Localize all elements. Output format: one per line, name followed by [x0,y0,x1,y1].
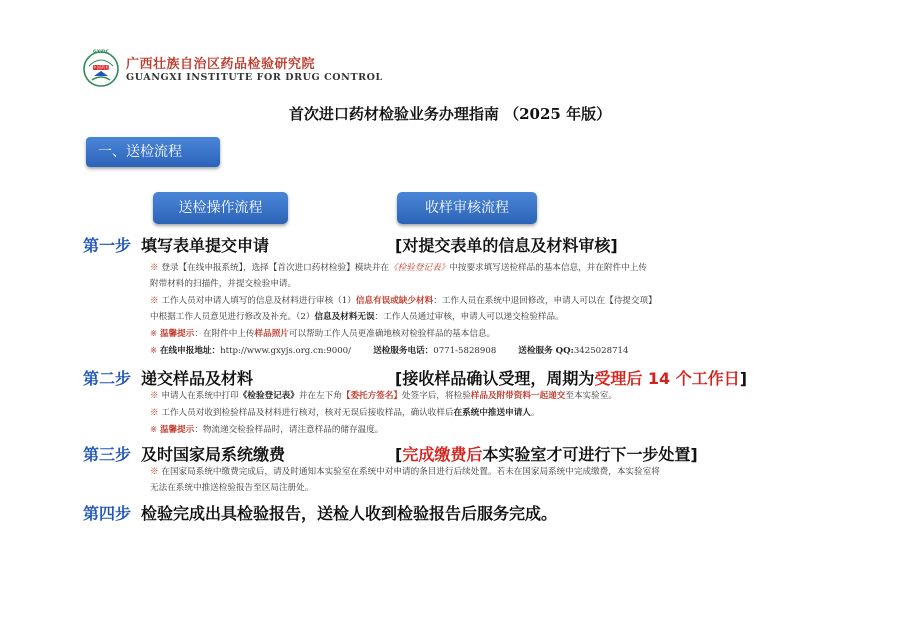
section-header: 一、送检流程 [86,137,220,167]
org-name-cn: 广西壮族自治区药品检验研究院 [126,57,316,72]
note-mark: ※ [150,425,158,435]
phone-label: 送检服务电话： [373,346,434,356]
note-text: 申请人在系统中打印 [161,391,239,401]
note-mark: ※ [150,408,159,418]
step-3 [83,442,285,465]
note-text: 可以帮助工作人员更准确地核对检验样品的基本信息。 [288,329,496,339]
period-highlight: 受理后 14 个工作日 [594,369,740,388]
note-mark: ※ [150,391,159,401]
note-text: ：工作人员在系统中退回修改，申请人可以在【待提交项】 [433,296,657,306]
step-1 [83,233,269,256]
phone-number: 0771-5828908 [433,346,497,356]
review-text: 本实验室才可进行下一步处置] [482,445,698,464]
step-2 [83,366,253,389]
step-2-note-1 [150,388,820,404]
flow-label-submit: 送检操作流程 [153,192,288,224]
note-text: 并在左下角 [298,391,342,401]
logo-text-mid: 中国药检 [92,66,110,71]
qq-number: 3425028714 [573,346,629,356]
highlight: 样品照片 [254,329,289,339]
note-text: 无法在系统中推送检验报告至区局注册处。 [150,483,314,493]
note-mark: ※ [150,467,159,477]
highlight: 样品及附带资料一起递交 [470,391,566,401]
org-name-en: GUANGXI INSTITUTE FOR DRUG CONTROL [126,72,383,83]
step-3-note-1 [150,464,820,496]
step-number: 第四步 [83,504,132,523]
tip-label: 温馨提示 [159,425,195,435]
note-text: 至本实验室。 [565,391,617,401]
tip-label: 温馨提示 [159,329,195,339]
note-text: 中根据工作人员意见进行修改及补充。（2） [150,312,315,322]
note-text: 工作人员对收到检验样品及材料进行核对，核对无误后接收样品，确认收样后 [161,408,454,418]
note-text: 。 [530,408,540,418]
note-mark: ※ [150,263,159,273]
step-number: 第三步 [83,445,132,464]
note-text: 附带材料的扫描件，并提交检验申请。 [150,279,297,289]
form-name: 《检验登记表》 [389,263,450,273]
online-address[interactable]: http://www.gxyjs.org.cn:9000/ [220,346,352,356]
highlight: 信息有误或缺少材料 [355,296,434,306]
note-text: 工作人员对申请人填写的信息及材料进行审核（1） [161,296,356,306]
note-text: 中按要求填写送检样品的基本信息，并在附件中上传 [449,263,647,273]
step-1-note-2 [150,293,820,325]
step-2-note-3 [150,422,820,438]
step-4 [83,501,557,524]
review-text: [ [395,445,403,464]
review-text: ] [739,369,748,388]
step-1-note-4 [150,343,820,359]
highlight: 【委托方签名】 [341,391,403,401]
review-text: [接收样品确认受理，周期为 [395,369,595,388]
highlight: 在系统中推送申请人 [453,408,531,418]
step-2-review [395,366,747,389]
step-3-review [395,442,698,465]
note-mark: ※ [150,296,159,306]
payment-highlight: 完成缴费后 [402,445,483,464]
note-text: ：在附件中上传 [194,329,255,339]
note-text: 登录【在线申报系统】，选择【首次进口药材检验】模块并在 [161,263,390,273]
note-mark: ※ [150,346,158,356]
note-text: 在国家局系统中缴费完成后，请及时通知本实验室在系统中对申请的条目进行后续处置。若未在国家局系统中完成缴费，本实验室将 [161,467,660,477]
qq-label: 送检服务 QQ: [518,346,574,356]
form-name: 《检验登记表》 [238,391,299,401]
note-mark: ※ [150,329,158,339]
logo-text-top: GXIDC [93,50,109,55]
note-text: ：工作人员通过审核，申请人可以递交检验样品。 [374,312,564,322]
flow-label-review: 收样审核流程 [397,192,537,224]
step-title: 及时国家局系统缴费 [141,445,286,464]
note-text: 处签字后，将检验 [402,391,471,401]
address-label: 在线申报地址： [159,346,221,356]
step-1-review: [对提交表单的信息及材料审核] [395,236,618,255]
step-number: 第一步 [83,236,132,255]
step-title: 填写表单提交申请 [141,236,270,255]
step-title: 检验完成出具检验报告，送检人收到检验报告后服务完成。 [141,504,558,523]
note-text: ：物流递交检验样品时，请注意样品的储存温度。 [194,425,384,435]
step-1-note-3 [150,326,820,342]
document-title: 首次进口药材检验业务办理指南 （2025 年版） [288,105,612,123]
step-title: 递交样品及材料 [141,369,254,388]
highlight: 信息及材料无误 [314,312,375,322]
step-2-note-2 [150,405,820,421]
step-1-note-1 [150,260,820,292]
step-number: 第二步 [83,369,132,388]
